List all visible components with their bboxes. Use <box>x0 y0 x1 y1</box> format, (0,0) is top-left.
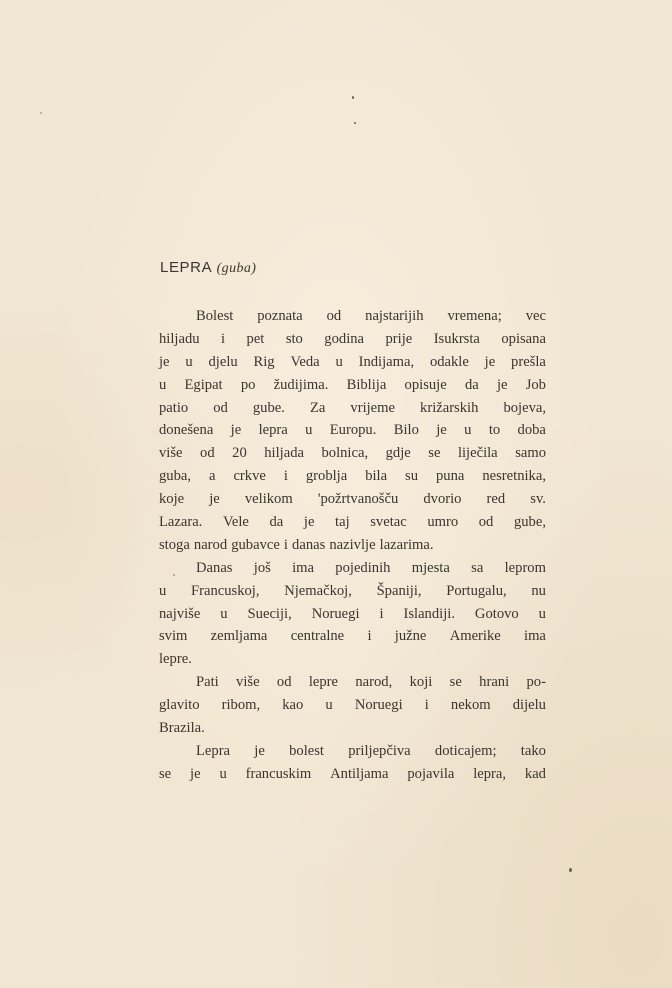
paper-speck <box>40 112 42 114</box>
section-heading <box>160 259 256 277</box>
text-line: patio od gube. Za vrijeme križarskih bojeva, <box>159 399 546 416</box>
text-line: u Francuskoj, Njemačkoj, Španiji, Portugalu, nu <box>159 582 546 599</box>
text-line: hiljadu i pet sto godina prije Isukrsta opisana <box>159 330 546 347</box>
text-line: Brazila. <box>159 720 205 737</box>
text-line: više od 20 hiljada bolnica, gdje se liječila samo <box>159 445 546 462</box>
text-line: lepre. <box>159 651 192 668</box>
text-line: najviše u Sueciji, Noruegi i Islandiji. Gotovo u <box>159 605 546 622</box>
text-line: glavito ribom, kao u Noruegi i nekom dijelu <box>159 697 546 714</box>
heading-title: LEPRA <box>160 259 213 276</box>
text-line: Danas još ima pojedinih mjesta sa leprom <box>196 559 546 576</box>
text-line: Bolest poznata od najstarijih vremena; vec <box>196 308 546 324</box>
text-line: svim zemljama centralne i južne Amerike ima <box>159 628 546 645</box>
text-line: Lazara. Vele da je taj svetac umro od gube, <box>159 514 546 531</box>
paper-speck <box>352 96 354 99</box>
body-text <box>159 305 546 786</box>
heading-subtitle: (guba) <box>216 261 257 276</box>
text-line: Lepra je bolest priljepčiva doticajem; tako <box>196 742 546 759</box>
text-line: stoga narod gubavce i danas nazivlje lazarima. <box>159 536 434 553</box>
text-line: koje je velikom 'požrtvanošču dvorio red sv. <box>159 491 546 508</box>
text-line: je u djelu Rig Veda u Indijama, odakle je prešla <box>159 353 546 370</box>
paper-speck <box>569 868 572 872</box>
text-line: se je u francuskim Antiljama pojavila lepra, kad <box>159 765 546 782</box>
text-line: donešena je lepra u Europu. Bilo je u to doba <box>159 422 546 439</box>
text-line: u Egipat po žudijima. Biblija opisuje da je Job <box>159 376 546 393</box>
text-line: guba, a crkve i groblja bila su puna nesretnika, <box>159 468 546 485</box>
paper-speck <box>354 122 356 124</box>
text-line: Pati više od lepre narod, koji se hrani po- <box>196 674 546 691</box>
